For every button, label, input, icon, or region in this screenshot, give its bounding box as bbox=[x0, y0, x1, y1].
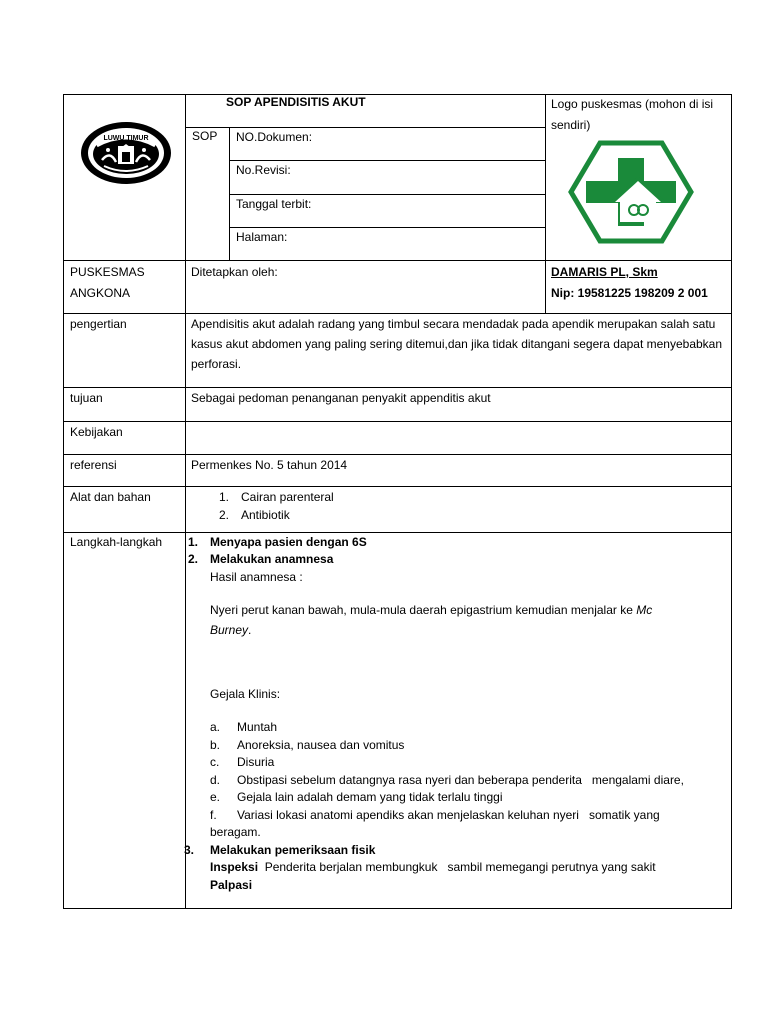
symptom-item: Gejala lain adalah demam yang tidak terlalu tinggi bbox=[237, 790, 503, 804]
alat-item: Antibiotik bbox=[241, 508, 290, 522]
gejala-klinis: Gejala Klinis: bbox=[210, 687, 281, 701]
alat-item: Cairan parenteral bbox=[241, 490, 334, 504]
col-line bbox=[185, 94, 186, 909]
col-line bbox=[545, 94, 546, 313]
symptom-letter: d. bbox=[210, 773, 221, 787]
inspeksi-line bbox=[210, 858, 656, 876]
signer-nip: Nip: 19581225 198209 2 001 bbox=[551, 286, 708, 300]
logo-note-line-2: sendiri) bbox=[551, 118, 591, 132]
emblem-text: LUWU TIMUR bbox=[103, 135, 149, 142]
nyeri-text: Nyeri perut kanan bawah, mula-mula daerah epigastrium kemudian menjalar ke bbox=[210, 603, 633, 617]
symptom-letter: b. bbox=[210, 738, 221, 752]
step-num: 1. bbox=[188, 535, 199, 549]
symptom-item: Disuria bbox=[237, 755, 275, 769]
palpasi-label: Palpasi bbox=[210, 878, 253, 892]
puskesmas-cross-logo bbox=[568, 140, 694, 244]
step-1: Menyapa pasien dengan 6S bbox=[210, 535, 367, 549]
symptom-letter: e. bbox=[210, 790, 221, 804]
field-no-revisi: No.Revisi: bbox=[236, 163, 291, 177]
col-line bbox=[229, 127, 230, 260]
symptom-item: Muntah bbox=[237, 720, 278, 734]
nyeri-text-line-2 bbox=[210, 620, 251, 640]
table-border-right bbox=[731, 94, 732, 909]
label-pengertian: pengertian bbox=[70, 317, 127, 331]
step-num: 2. bbox=[188, 552, 199, 566]
symptom-item-continued: beragam. bbox=[210, 825, 261, 839]
pengertian-text: Apendisitis akut adalah radang yang timbul secara mendadak pada apendik merupakan salah satu kasus akut abdomen yang paling sering ditemui,dan jika tidak ditangani segera dapat menyebabkan perforasi. bbox=[191, 317, 723, 371]
signer-name: DAMARIS PL, Skm bbox=[551, 265, 658, 279]
row-line bbox=[63, 486, 732, 487]
step-2: Melakukan anamnesa bbox=[210, 552, 334, 566]
tujuan-text: Sebagai pedoman penanganan penyakit appenditis akut bbox=[191, 391, 491, 405]
row-line bbox=[63, 532, 732, 533]
label-kebijakan: Kebijakan bbox=[70, 425, 123, 439]
label-referensi: referensi bbox=[70, 458, 117, 472]
symptom-letter: c. bbox=[210, 755, 220, 769]
document-title: SOP APENDISITIS AKUT bbox=[226, 95, 366, 109]
institution-line-1: PUSKESMAS bbox=[70, 265, 145, 279]
nyeri-dot: . bbox=[248, 623, 252, 637]
alat-item-num: 2. bbox=[219, 508, 230, 522]
table-border-bottom bbox=[63, 908, 732, 909]
row-line bbox=[63, 421, 732, 422]
symptom-item: Anoreksia, nausea dan vomitus bbox=[237, 738, 405, 752]
step-3: Melakukan pemeriksaan fisik bbox=[210, 843, 376, 857]
nyeri-text-line-1 bbox=[210, 600, 652, 620]
symptom-letter: f. bbox=[210, 808, 217, 822]
label-alat-bahan: Alat dan bahan bbox=[70, 490, 151, 504]
field-tanggal-terbit: Tanggal terbit: bbox=[236, 197, 312, 211]
alat-item-num: 1. bbox=[219, 490, 230, 504]
row-line bbox=[63, 454, 732, 455]
regency-emblem-logo bbox=[80, 120, 172, 186]
institution-line-2: ANGKONA bbox=[70, 286, 131, 300]
symptom-item: Variasi lokasi anatomi apendiks akan menjelaskan keluhan nyeri somatik yang bbox=[237, 808, 660, 822]
logo-note-line-1: Logo puskesmas (mohon di isi bbox=[551, 97, 714, 111]
inspeksi-label: Inspeksi bbox=[210, 860, 259, 874]
table-border-left bbox=[63, 94, 64, 909]
nyeri-mc: Mc bbox=[636, 603, 653, 617]
symptom-letter: a. bbox=[210, 720, 221, 734]
label-tujuan: tujuan bbox=[70, 391, 103, 405]
step-num: 3. bbox=[184, 843, 195, 857]
field-halaman: Halaman: bbox=[236, 230, 288, 244]
field-no-dokumen: NO.Dokumen: bbox=[236, 130, 313, 144]
hasil-anamnesa: Hasil anamnesa : bbox=[210, 570, 303, 584]
referensi-text: Permenkes No. 5 tahun 2014 bbox=[191, 458, 348, 472]
row-line bbox=[63, 387, 732, 388]
inspeksi-text: Penderita berjalan membungkuk sambil memegangi perutnya yang sakit bbox=[264, 860, 656, 874]
sop-label: SOP bbox=[192, 129, 218, 143]
label-langkah: Langkah-langkah bbox=[70, 535, 163, 549]
nyeri-burney: Burney bbox=[210, 623, 249, 637]
symptom-item: Obstipasi sebelum datangnya rasa nyeri dan beberapa penderita mengalami diare, bbox=[237, 773, 684, 787]
established-by: Ditetapkan oleh: bbox=[191, 265, 278, 279]
